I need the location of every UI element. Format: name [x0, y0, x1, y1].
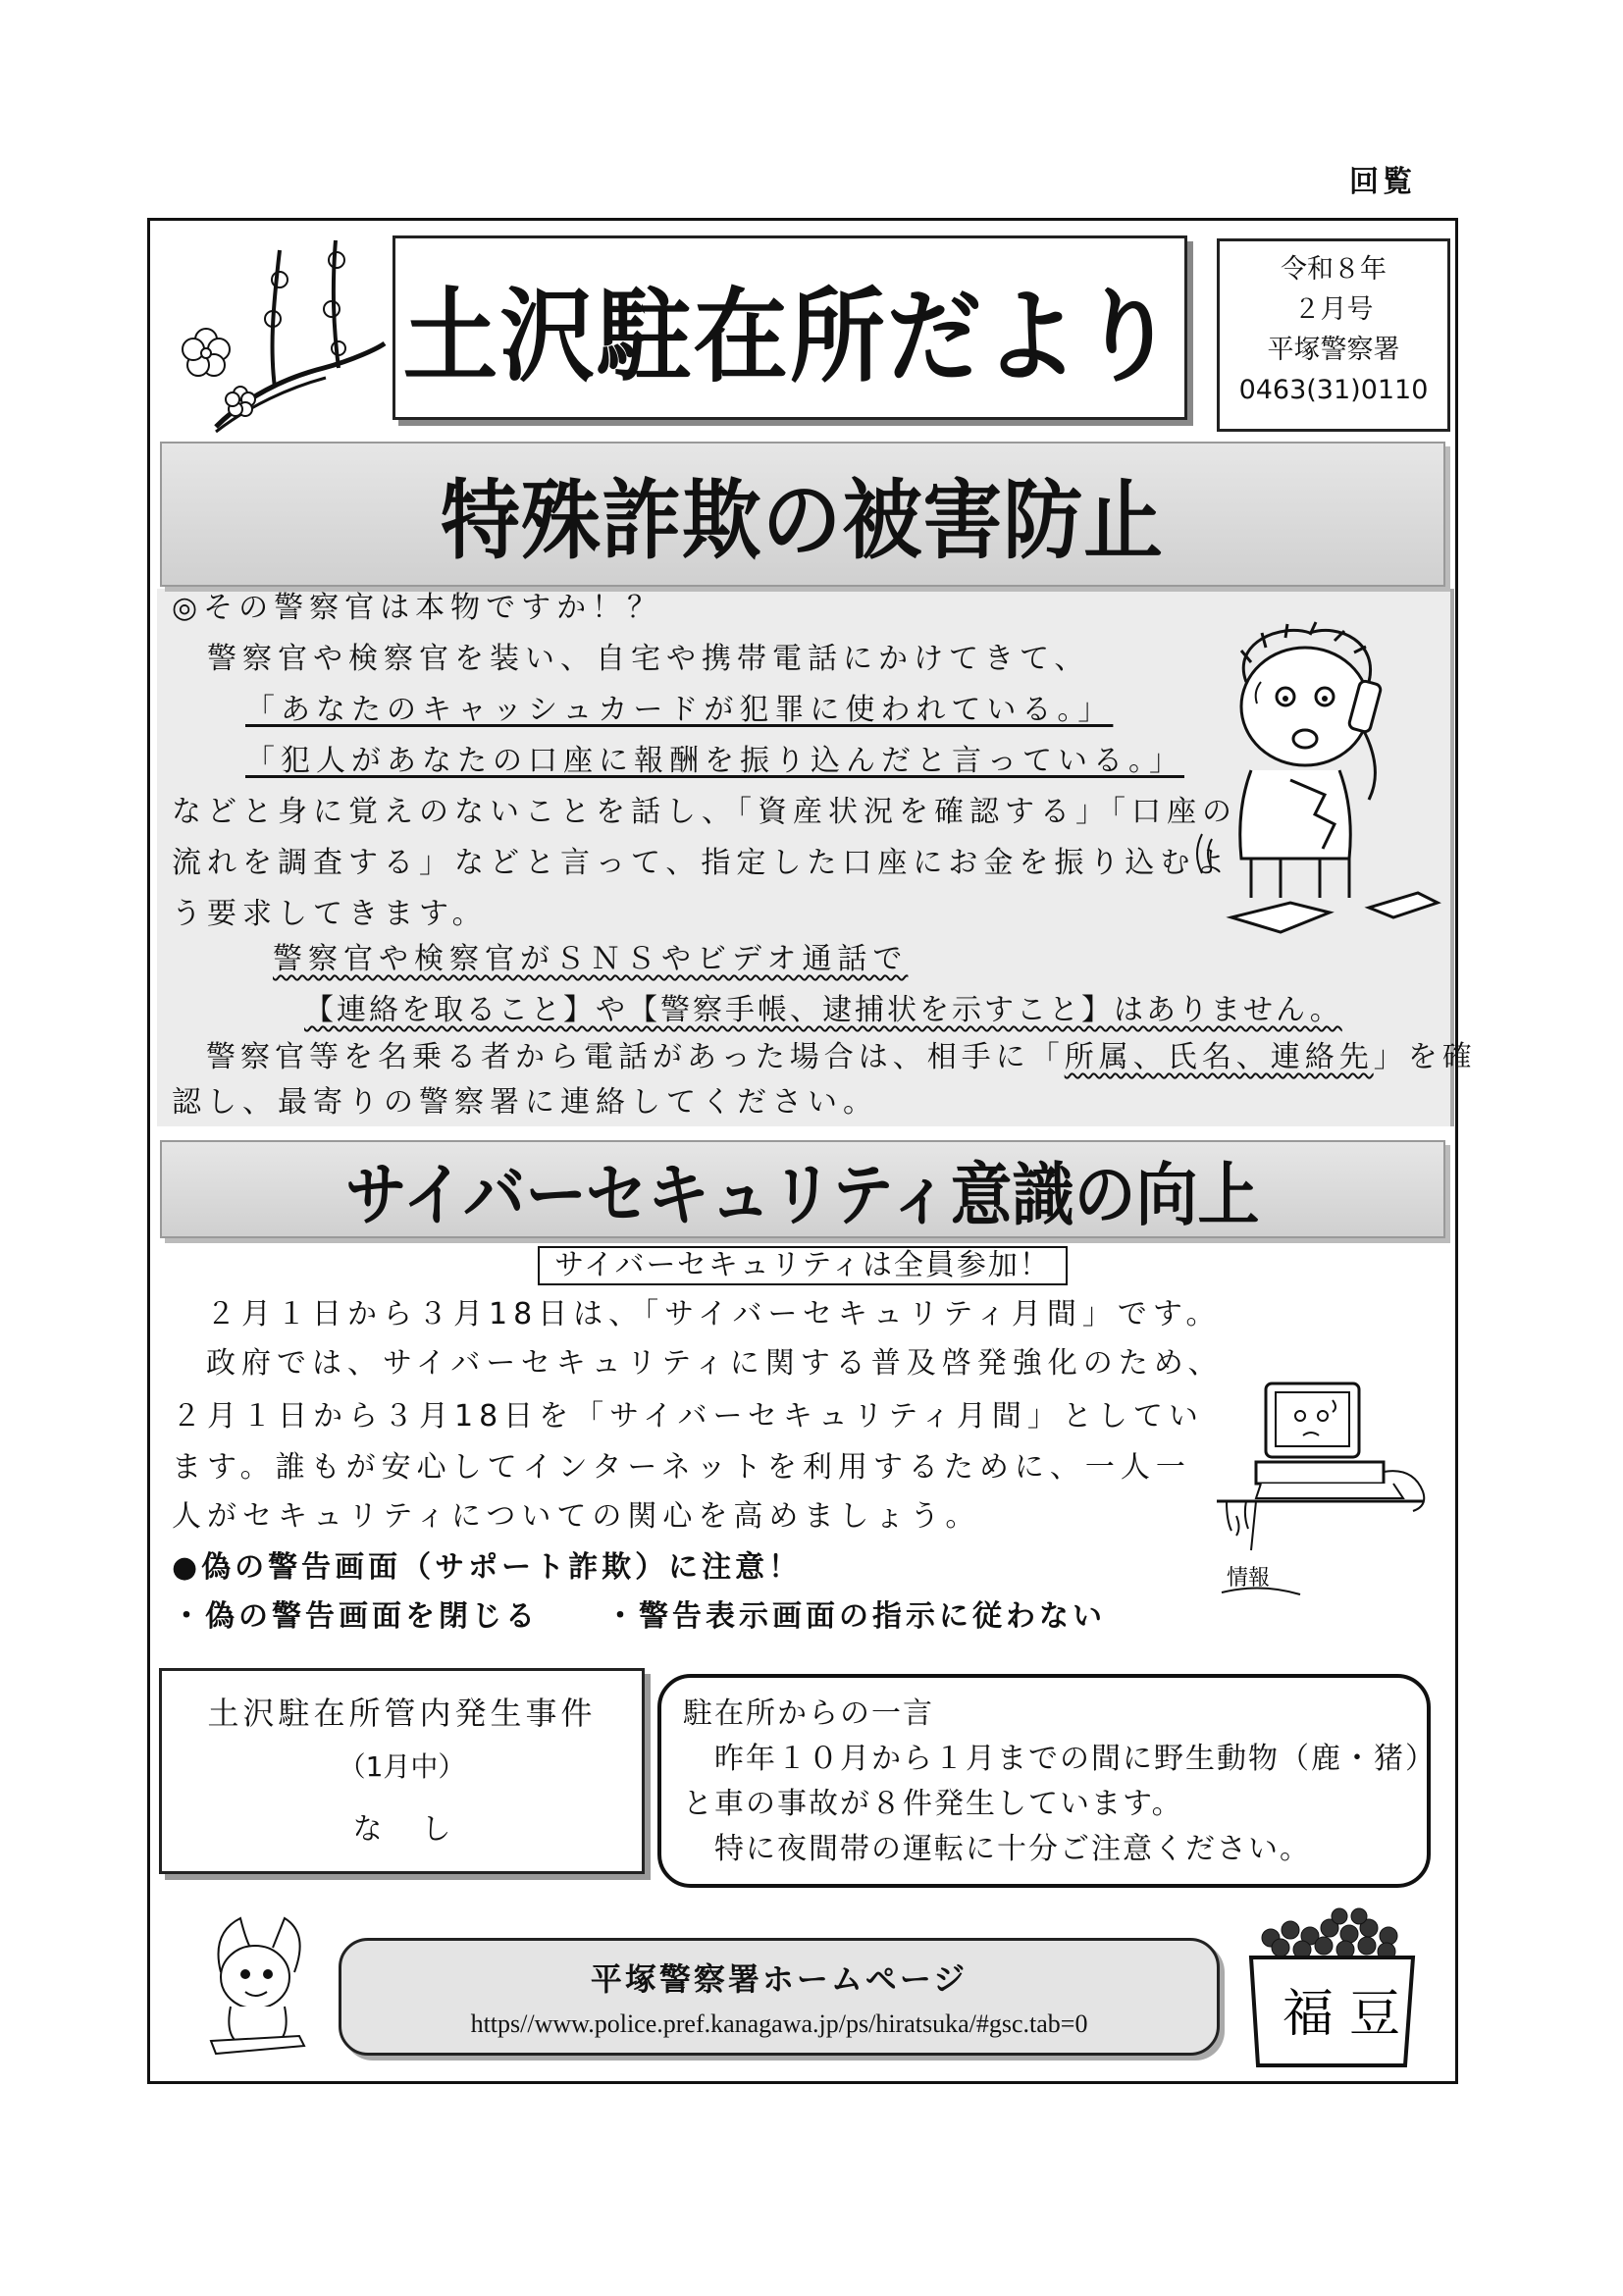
section1-line: 認し、最寄りの警察署に連絡してください。: [172, 1085, 878, 1120]
quote-cashcard: 「あなたのキャッシュカードが犯罪に使われている。」: [245, 693, 1114, 727]
section2-line: 政府では、サイバーセキュリティに関する普及啓発強化のため、: [206, 1346, 1224, 1381]
warning-sns: 警察官や検察官がＳＮＳやビデオ通話で: [273, 942, 909, 976]
police-mascot-illustration: [201, 1913, 319, 2061]
incident-report-box: [159, 1668, 645, 1874]
plum-branch-illustration: [157, 231, 388, 446]
newsletter-title: 土沢駐在所だより: [402, 277, 1178, 396]
issue-info-box: [1217, 238, 1450, 432]
section1-line: ◎その警察官は本物ですか！？: [172, 591, 663, 625]
phone-number: 0463(31)0110: [1238, 375, 1429, 405]
newsletter-title-box: [393, 235, 1187, 420]
station-message-title: 駐在所からの一言: [683, 1696, 934, 1731]
section1-line: 流れを調査する」などと言って、指定した口座にお金を振り込むよ: [172, 846, 1231, 880]
lucky-bean-box-illustration: [1241, 1908, 1423, 2075]
station-message-line: と車の事故が８件発生しています。: [683, 1787, 1183, 1821]
incident-report-period: （1月中）: [338, 1750, 466, 1783]
cybersecurity-slogan: サイバーセキュリティは全員参加！: [538, 1246, 1068, 1285]
section1-banner: [160, 442, 1445, 587]
worried-man-phone-illustration: [1192, 623, 1452, 942]
section1-line: [245, 691, 1113, 730]
confirm-items: 所属、氏名、連絡先: [1064, 1040, 1374, 1074]
support-scam-warning: ●偽の警告画面（サポート詐欺）に注意！: [172, 1550, 803, 1585]
section1-line: [245, 742, 1184, 781]
section2-heading: サイバーセキュリティ意識の向上: [345, 1154, 1260, 1235]
computer-illustration: [1217, 1379, 1433, 1614]
section1-heading: 特殊詐欺の被害防止: [441, 470, 1165, 571]
section1-line: う要求してきます。: [172, 897, 488, 931]
quote-reward: 「犯人があなたの口座に報酬を振り込んだと言っている。」: [245, 744, 1184, 778]
homepage-url[interactable]: https//www.police.pref.kanagawa.jp/ps/hiratsuka/#gsc.tab=0: [470, 2009, 1088, 2038]
section1-warning-line: [304, 991, 1342, 1030]
section1-warning-line: [273, 940, 908, 979]
issue-era: 令和８年: [1281, 254, 1387, 285]
warning-contact: 【連絡を取ること】や【警察手帳、逮捕状を示すこと】はありません。: [304, 993, 1342, 1027]
section2-line: ２月１日から３月18日は、「サイバーセキュリティ月間」です。: [206, 1297, 1222, 1331]
station-message-line: 特に夜間帯の運転に十分ご注意ください。: [683, 1832, 1311, 1866]
support-scam-tips: ・偽の警告画面を閉じる ・警告表示画面の指示に従わない: [172, 1599, 1106, 1634]
circulation-mark: 回覧: [1349, 165, 1416, 199]
incident-report-value: なし: [352, 1812, 491, 1847]
confirm-text-a: 警察官等を名乗る者から電話があった場合は、相手に「: [172, 1040, 1065, 1074]
section2-banner: [160, 1140, 1445, 1238]
station-message-box: [657, 1674, 1437, 1888]
section2-line: 人がセキュリティについての関心を高めましょう。: [172, 1499, 981, 1534]
police-station-name: 平塚警察署: [1267, 335, 1400, 365]
incident-report-title: 土沢駐在所管内発生事件: [207, 1695, 597, 1732]
section2-line: ます。誰もが安心してインターネットを利用するために、一人一: [172, 1450, 1191, 1485]
station-message-line: 昨年１０月から１月までの間に野生動物（鹿・猪）: [683, 1742, 1437, 1776]
section1-line: などと身に覚えのないことを話し、「資産状況を確認する」「口座の: [172, 795, 1237, 829]
bean-box-label-fuku: 福: [1283, 1985, 1335, 2044]
illustration-caption: 情報: [1227, 1566, 1271, 1591]
section1-line: 警察官や検察官を装い、自宅や携帯電話にかけてきて、: [172, 642, 1090, 676]
bean-box-label-mame: 豆: [1349, 1985, 1401, 2044]
section2-line: ２月１日から３月18日を「サイバーセキュリティ月間」としてい: [172, 1399, 1204, 1434]
section1-line: [172, 1038, 1477, 1077]
confirm-text-b: 」を確: [1373, 1040, 1477, 1074]
issue-month: ２月号: [1293, 294, 1374, 325]
homepage-box: [339, 1938, 1220, 2056]
homepage-title: 平塚警察署ホームページ: [590, 1960, 969, 1998]
